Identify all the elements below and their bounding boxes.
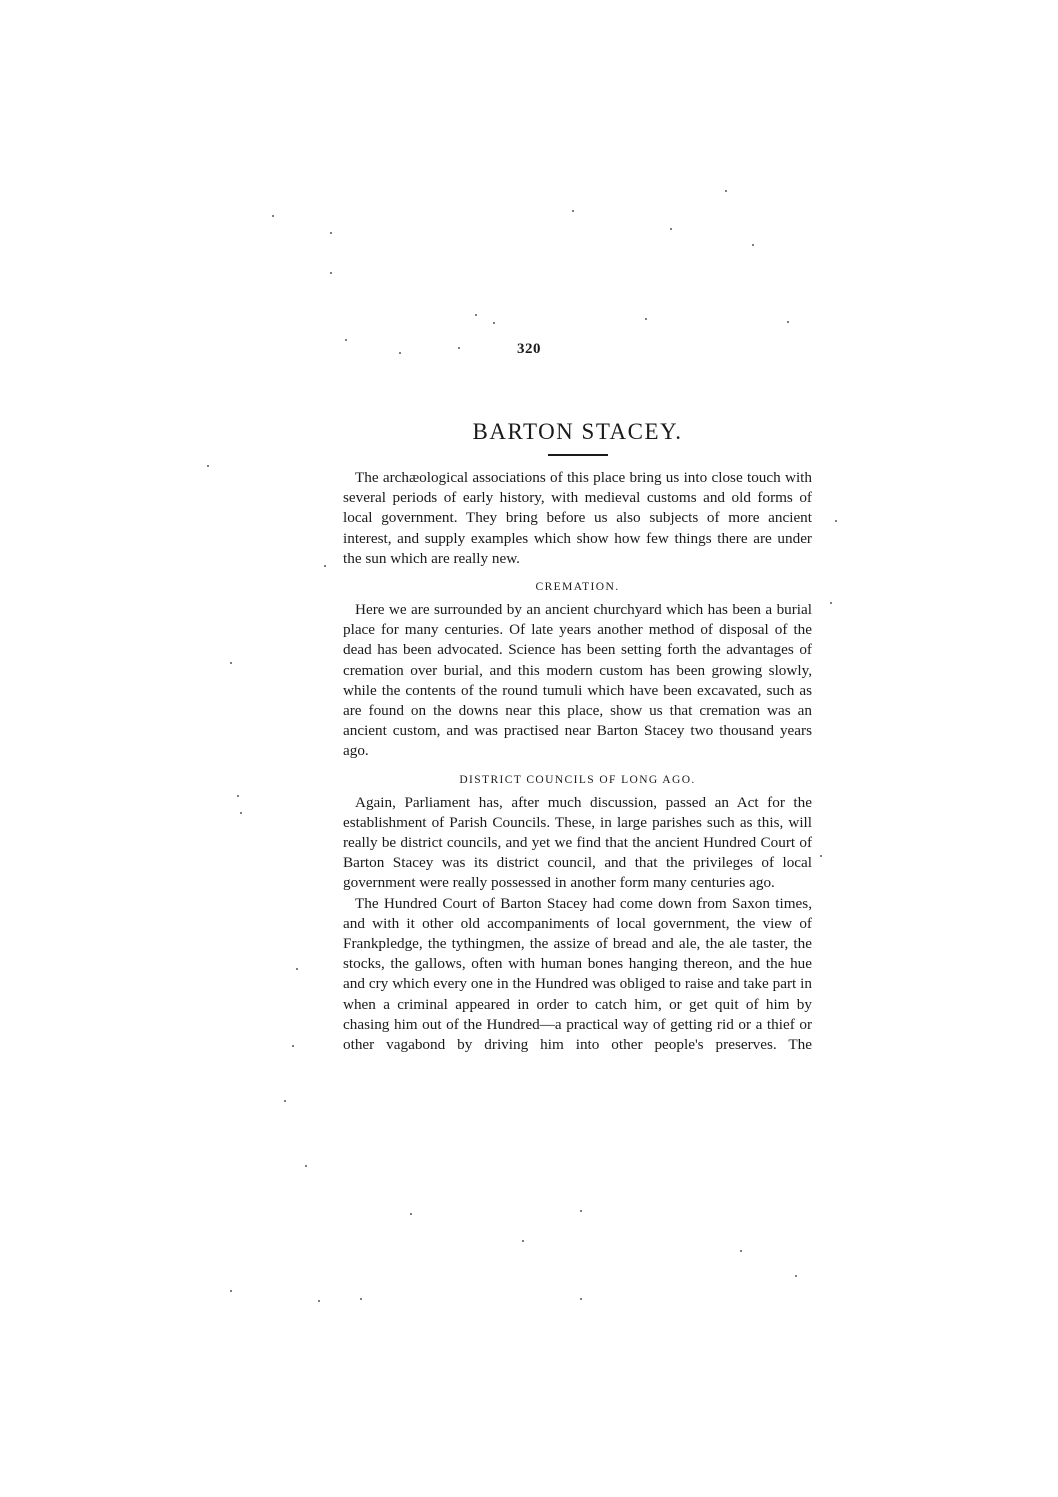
district-councils-paragraph-1: Again, Parliament has, after much discussion, passed an Act for the establishment of Parish Councils. These, in large parishes such as this, will really be district councils, and yet we find that the ancient Hundred Court of Barton Stacey was its district council, and that the privileges of local government were really possessed in another form many centuries ago. <box>343 793 812 892</box>
scan-speck <box>580 1298 582 1300</box>
scan-speck <box>230 1290 232 1292</box>
scan-speck <box>740 1250 742 1252</box>
intro-paragraph: The archæological associations of this place bring us into close touch with several periods of early history, with medieval customs and old forms of local government. They bring before us also subjects of more ancient interest, and supply examples which show how few things there are under the sun which are really new. <box>343 469 812 567</box>
scan-speck <box>240 812 242 814</box>
cremation-paragraph: Here we are surrounded by an ancient churchyard which has been a burial place for many centuries. Of late years another method of disposal of the dead has been advocated. Science has been setting forth the advantages of cremation over burial, and this modern custom has been growing slowly, while the contents of the round tumuli which have been excavated, such as are found on the downs near this place, show us that cremation was an ancient custom, and was practised near Barton Stacey two thousand years ago. <box>343 601 812 760</box>
scan-speck <box>752 244 754 246</box>
page-number: 320 <box>517 341 541 357</box>
scan-speck <box>305 1165 307 1167</box>
article-body <box>343 416 812 1055</box>
scan-speck <box>830 602 832 604</box>
scan-speck <box>522 1240 524 1242</box>
scan-speck <box>324 565 326 567</box>
cremation-heading: CREMATION. <box>535 581 620 594</box>
title-rule <box>548 454 608 456</box>
district-councils-heading: DISTRICT COUNCILS OF LONG AGO. <box>459 773 696 786</box>
scan-speck <box>795 1275 797 1277</box>
scan-speck <box>670 228 672 230</box>
scan-speck <box>645 318 647 320</box>
scan-speck <box>410 1213 412 1215</box>
scan-speck <box>292 1045 294 1047</box>
scan-speck <box>725 190 727 192</box>
scan-speck <box>475 314 477 316</box>
scan-speck <box>399 352 401 354</box>
scan-speck <box>207 465 209 467</box>
scan-speck <box>237 795 239 797</box>
scan-speck <box>330 272 332 274</box>
article-title: BARTON STACEY. <box>472 419 683 444</box>
district-councils-paragraph-2: The Hundred Court of Barton Stacey had come down from Saxon times, and with it other old accompaniments of local government, the view of Frankpledge, the tythingmen, the assize of bread and ale, the ale taster, the stocks, the gallows, often with human bones hanging thereon, and the hue and cry which every one in the Hundred was obliged to raise and take part in when a criminal appeared in order to catch him, or get quit of him by chasing him out of the Hundred—a practical way of getting rid or a thief or other vagabond by driving him into other people's preserves. The <box>343 894 812 1054</box>
scan-speck <box>580 1210 582 1212</box>
scan-speck <box>360 1298 362 1300</box>
scan-speck <box>493 322 495 324</box>
scan-speck <box>345 339 347 341</box>
scan-speck <box>230 662 232 664</box>
scan-speck <box>787 321 789 323</box>
scan-speck <box>330 232 332 234</box>
scan-speck <box>820 855 822 857</box>
scan-speck <box>318 1300 320 1302</box>
scan-speck <box>835 520 837 522</box>
scan-speck <box>458 347 460 349</box>
scan-speck <box>272 215 274 217</box>
scan-speck <box>296 968 298 970</box>
scan-speck <box>284 1100 286 1102</box>
scan-speck <box>572 210 574 212</box>
